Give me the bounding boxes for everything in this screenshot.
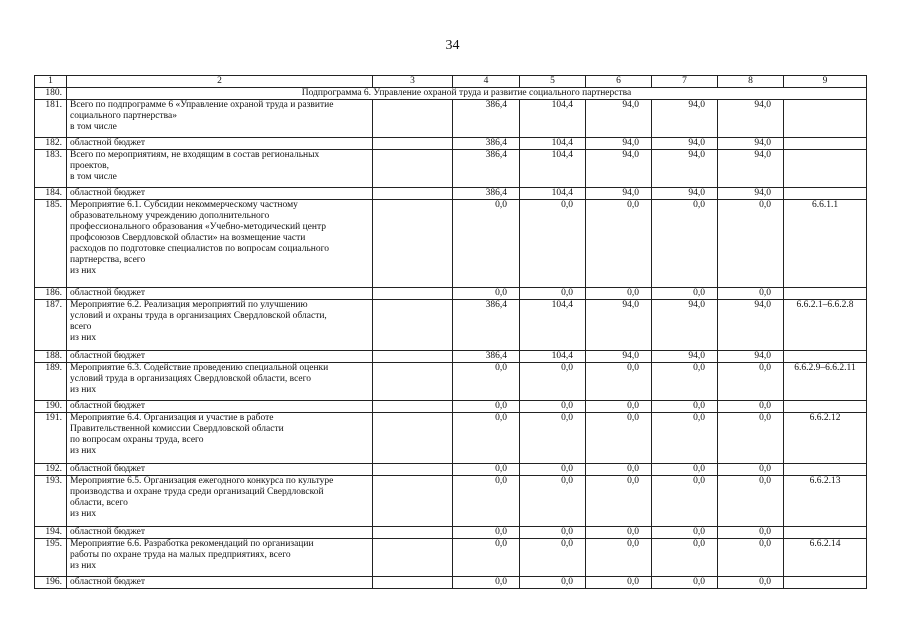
column-number: 9 (784, 76, 867, 88)
amount-cell: 104,4 (520, 150, 586, 188)
target-code-cell (784, 527, 867, 539)
target-code-cell (784, 288, 867, 300)
description-line: областной бюджет (70, 527, 146, 537)
amount-cell: 0,0 (520, 200, 586, 288)
amount-cell: 0,0 (718, 200, 784, 288)
row-number: 185. (35, 200, 67, 288)
amount-cell: 0,0 (453, 577, 520, 589)
table-row (35, 300, 867, 351)
amount-cell: 0,0 (586, 288, 652, 300)
table-row (35, 100, 867, 138)
column-number: 6 (586, 76, 652, 88)
amount-cell: 94,0 (652, 188, 718, 200)
amount-cell (373, 363, 453, 401)
target-code-cell (784, 351, 867, 363)
amount-cell: 0,0 (652, 200, 718, 288)
target-code-cell: 6.6.2.13 (784, 476, 867, 527)
description-line: из них (70, 266, 97, 276)
amount-cell: 0,0 (520, 401, 586, 413)
table-row (35, 150, 867, 188)
amount-cell: 386,4 (453, 100, 520, 138)
amount-cell: 0,0 (453, 527, 520, 539)
amount-cell: 0,0 (652, 577, 718, 589)
table-row (35, 288, 867, 300)
amount-cell: 94,0 (586, 138, 652, 150)
row-number: 191. (35, 413, 67, 464)
target-code-cell (784, 464, 867, 476)
amount-cell: 0,0 (453, 476, 520, 527)
amount-cell: 0,0 (586, 476, 652, 527)
row-number: 180. (35, 88, 67, 100)
amount-cell: 0,0 (586, 577, 652, 589)
table-row (35, 464, 867, 476)
amount-cell: 104,4 (520, 100, 586, 138)
row-description (67, 200, 373, 288)
amount-cell: 0,0 (586, 539, 652, 577)
amount-cell: 0,0 (652, 401, 718, 413)
amount-cell (373, 188, 453, 200)
amount-cell: 0,0 (586, 413, 652, 464)
row-description (67, 150, 373, 188)
amount-cell (373, 401, 453, 413)
amount-cell: 94,0 (652, 351, 718, 363)
row-number: 187. (35, 300, 67, 351)
amount-cell: 0,0 (520, 527, 586, 539)
row-number: 186. (35, 288, 67, 300)
description-line: профессионального образования «Учебно-методический центр (70, 222, 326, 232)
amount-cell: 0,0 (652, 363, 718, 401)
table-row (35, 188, 867, 200)
row-number: 193. (35, 476, 67, 527)
amount-cell: 94,0 (586, 300, 652, 351)
amount-cell: 94,0 (718, 300, 784, 351)
column-number: 2 (67, 76, 373, 88)
row-description (67, 188, 373, 200)
amount-cell: 0,0 (586, 527, 652, 539)
amount-cell (373, 100, 453, 138)
description-line: областной бюджет (70, 188, 146, 198)
description-line: в том числе (70, 122, 117, 132)
column-number: 5 (520, 76, 586, 88)
amount-cell: 94,0 (718, 188, 784, 200)
amount-cell: 104,4 (520, 300, 586, 351)
description-line: работы по охране труда на малых предприятиях, всего (70, 550, 291, 560)
amount-cell: 0,0 (718, 363, 784, 401)
description-line: условий труда в организациях Свердловской области, всего (70, 374, 312, 384)
amount-cell: 0,0 (718, 464, 784, 476)
table-row (35, 527, 867, 539)
amount-cell: 94,0 (652, 100, 718, 138)
amount-cell (373, 413, 453, 464)
amount-cell (373, 300, 453, 351)
row-description (67, 288, 373, 300)
description-line: областной бюджет (70, 351, 146, 361)
description-line: из них (70, 333, 97, 343)
row-number: 184. (35, 188, 67, 200)
amount-cell (373, 527, 453, 539)
target-code-cell (784, 100, 867, 138)
description-line: по вопросам охраны труда, всего (70, 435, 204, 445)
description-line: Правительственной комиссии Свердловской области (70, 424, 284, 434)
column-number-row (35, 76, 867, 88)
column-number: 4 (453, 76, 520, 88)
amount-cell (373, 288, 453, 300)
target-code-cell: 6.6.2.9–6.6.2.11 (784, 363, 867, 401)
description-line: производства и охране труда среди организаций Свердловской (70, 487, 324, 497)
amount-cell: 104,4 (520, 188, 586, 200)
row-description (67, 401, 373, 413)
table-row (35, 476, 867, 527)
amount-cell: 386,4 (453, 138, 520, 150)
description-line: Всего по подпрограмме 6 «Управление охраной труда и развитие (70, 100, 334, 110)
amount-cell: 94,0 (652, 150, 718, 188)
table-row (35, 401, 867, 413)
amount-cell: 386,4 (453, 351, 520, 363)
row-description (67, 577, 373, 589)
column-number: 3 (373, 76, 453, 88)
amount-cell: 0,0 (718, 527, 784, 539)
amount-cell: 0,0 (718, 413, 784, 464)
row-description (67, 464, 373, 476)
row-description (67, 138, 373, 150)
amount-cell (373, 464, 453, 476)
description-line: всего (70, 322, 92, 332)
row-number: 183. (35, 150, 67, 188)
row-number: 189. (35, 363, 67, 401)
amount-cell: 0,0 (453, 200, 520, 288)
amount-cell: 0,0 (520, 464, 586, 476)
description-line: Мероприятие 6.4. Организация и участие в работе (70, 413, 274, 423)
row-description (67, 476, 373, 527)
table-body (35, 76, 867, 589)
amount-cell: 0,0 (652, 527, 718, 539)
column-number: 1 (35, 76, 67, 88)
amount-cell: 0,0 (453, 464, 520, 476)
row-description (67, 527, 373, 539)
row-number: 182. (35, 138, 67, 150)
description-line: из них (70, 509, 97, 519)
amount-cell: 0,0 (652, 288, 718, 300)
amount-cell: 0,0 (453, 539, 520, 577)
row-description (67, 300, 373, 351)
amount-cell (373, 138, 453, 150)
table-row (35, 351, 867, 363)
amount-cell: 0,0 (520, 413, 586, 464)
description-line: социального партнерства» (70, 111, 177, 121)
target-code-cell (784, 188, 867, 200)
row-number: 195. (35, 539, 67, 577)
row-description (67, 539, 373, 577)
amount-cell: 94,0 (718, 100, 784, 138)
amount-cell (373, 150, 453, 188)
table-row (35, 200, 867, 288)
description-line: областной бюджет (70, 138, 146, 148)
description-line: из них (70, 385, 97, 395)
column-number: 7 (652, 76, 718, 88)
row-description (67, 413, 373, 464)
amount-cell: 94,0 (586, 100, 652, 138)
amount-cell: 0,0 (586, 464, 652, 476)
amount-cell: 0,0 (453, 363, 520, 401)
amount-cell: 386,4 (453, 150, 520, 188)
table-row (35, 539, 867, 577)
amount-cell: 0,0 (718, 577, 784, 589)
target-code-cell: 6.6.2.14 (784, 539, 867, 577)
amount-cell (373, 351, 453, 363)
amount-cell (373, 577, 453, 589)
amount-cell: 0,0 (520, 363, 586, 401)
table-row (35, 577, 867, 589)
amount-cell: 0,0 (586, 363, 652, 401)
page-number: 34 (445, 38, 460, 53)
budget-table (34, 75, 867, 589)
amount-cell: 104,4 (520, 138, 586, 150)
target-code-cell (784, 401, 867, 413)
table-row (35, 413, 867, 464)
description-line: Всего по мероприятиям, не входящим в состав региональных (70, 150, 320, 160)
amount-cell (373, 539, 453, 577)
row-description (67, 351, 373, 363)
amount-cell: 0,0 (652, 476, 718, 527)
subprogram-row (35, 88, 867, 100)
amount-cell (373, 200, 453, 288)
description-line: Мероприятие 6.6. Разработка рекомендаций по организации (70, 539, 314, 549)
description-line: условий и охраны труда в организациях Свердловской области, (70, 311, 327, 321)
amount-cell: 0,0 (718, 476, 784, 527)
amount-cell: 94,0 (586, 188, 652, 200)
amount-cell: 94,0 (652, 300, 718, 351)
amount-cell: 94,0 (718, 138, 784, 150)
amount-cell: 0,0 (718, 401, 784, 413)
description-line: проектов, (70, 161, 110, 171)
target-code-cell (784, 150, 867, 188)
description-line: областной бюджет (70, 577, 146, 587)
amount-cell: 94,0 (586, 351, 652, 363)
description-line: области, всего (70, 498, 128, 508)
amount-cell: 0,0 (453, 401, 520, 413)
target-code-cell: 6.6.2.12 (784, 413, 867, 464)
amount-cell: 94,0 (586, 150, 652, 188)
amount-cell: 0,0 (586, 200, 652, 288)
amount-cell: 0,0 (652, 464, 718, 476)
description-line: из них (70, 446, 97, 456)
row-number: 192. (35, 464, 67, 476)
amount-cell: 0,0 (453, 288, 520, 300)
target-code-cell: 6.6.1.1 (784, 200, 867, 288)
amount-cell: 386,4 (453, 300, 520, 351)
row-number: 196. (35, 577, 67, 589)
amount-cell: 94,0 (652, 138, 718, 150)
amount-cell: 94,0 (718, 351, 784, 363)
target-code-cell (784, 577, 867, 589)
amount-cell: 0,0 (652, 539, 718, 577)
amount-cell: 0,0 (586, 401, 652, 413)
amount-cell: 0,0 (453, 413, 520, 464)
description-line: в том числе (70, 172, 117, 182)
description-line: расходов по подготовке специалистов по вопросам социального (70, 244, 330, 254)
target-code-cell: 6.6.2.1–6.6.2.8 (784, 300, 867, 351)
description-line: Мероприятие 6.1. Субсидии некоммерческому частному (70, 200, 298, 210)
table-row (35, 363, 867, 401)
row-description (67, 363, 373, 401)
row-description (67, 100, 373, 138)
description-line: из них (70, 561, 97, 571)
row-number: 188. (35, 351, 67, 363)
amount-cell: 0,0 (520, 577, 586, 589)
amount-cell (373, 476, 453, 527)
description-line: Мероприятие 6.5. Организация ежегодного конкурса по культуре (70, 476, 334, 486)
row-number: 190. (35, 401, 67, 413)
subprogram-title: Подпрограмма 6. Управление охраной труда и развитие социального партнерства (67, 88, 867, 100)
amount-cell: 0,0 (520, 476, 586, 527)
amount-cell: 386,4 (453, 188, 520, 200)
description-line: Мероприятие 6.3. Содействие проведению специальной оценки (70, 363, 329, 373)
description-line: партнерства, всего (70, 255, 146, 265)
target-code-cell (784, 138, 867, 150)
description-line: Мероприятие 6.2. Реализация мероприятий по улучшению (70, 300, 308, 310)
row-number: 181. (35, 100, 67, 138)
table-row (35, 138, 867, 150)
amount-cell: 94,0 (718, 150, 784, 188)
amount-cell: 0,0 (652, 413, 718, 464)
amount-cell: 0,0 (520, 539, 586, 577)
description-line: образовательному учреждению дополнительного (70, 211, 270, 221)
amount-cell: 0,0 (718, 288, 784, 300)
amount-cell: 0,0 (520, 288, 586, 300)
description-line: профсоюзов Свердловской области» на возмещение части (70, 233, 306, 243)
amount-cell: 104,4 (520, 351, 586, 363)
row-number: 194. (35, 527, 67, 539)
description-line: областной бюджет (70, 464, 146, 474)
description-line: областной бюджет (70, 401, 146, 411)
column-number: 8 (718, 76, 784, 88)
description-line: областной бюджет (70, 288, 146, 298)
amount-cell: 0,0 (718, 539, 784, 577)
